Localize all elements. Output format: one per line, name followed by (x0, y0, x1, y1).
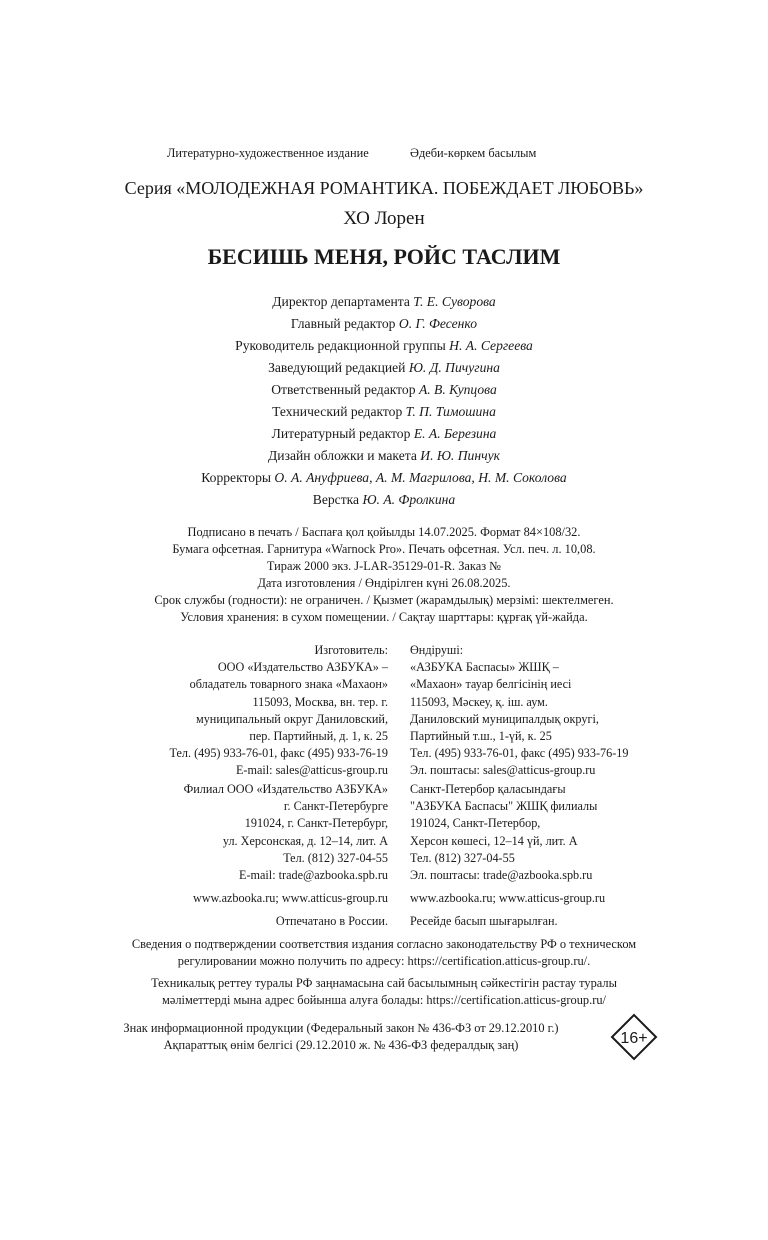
manufacturer-ru-line: муниципальный округ Даниловский, (196, 711, 388, 726)
series-line: Серия «МОЛОДЕЖНАЯ РОМАНТИКА. ПОБЕЖДАЕТ ЛЮБОВЬ» (124, 178, 644, 198)
printed-ru (110, 913, 388, 930)
manufacturer-ru-line: обладатель товарного знака «Махаон» (189, 677, 388, 692)
manufacturer-ru-line: ООО «Издательство АЗБУКА» – (217, 660, 388, 675)
manufacturer-kz-line: Өндіруші: (410, 643, 464, 657)
printed-in-text: Отпечатано в России. (275, 914, 388, 928)
staff-role: Руководитель редакционной группы (235, 338, 446, 353)
branch-ru-line: E-mail: trade@azbooka.spb.ru (239, 868, 388, 883)
staff-name: Ю. А. Фролкина (362, 492, 456, 507)
branch-kz-line: "АЗБУКА Баспасы" ЖШҚ филиалы (410, 799, 598, 814)
website-links: www.azbooka.ru; www.atticus-group.ru (192, 891, 388, 905)
manufacturer-kz-line: «АЗБУКА Баспасы» ЖШҚ – (410, 660, 559, 675)
manufacturer-ru-line: 115093, Москва, вн. тер. г. (252, 694, 388, 709)
print-info-line: Условия хранения: в сухом помещении. / Сақтау шарттары: құрғақ үй-жайда. (180, 609, 588, 624)
manufacturer-kz-line: Даниловский муниципалдық округі, (410, 711, 599, 726)
branch-kz-line: Тел. (812) 327-04-55 (410, 850, 515, 865)
manufacturer-ru-line: E-mail: sales@atticus-group.ru (235, 763, 388, 778)
printed-in-text: Ресейде басып шығарылған. (410, 914, 558, 928)
print-info (0, 524, 768, 625)
certification-line: мәліметтерді мына адрес бойынша алуға болады: https://certification.atticus-group.ru/ (161, 992, 606, 1007)
branch-kz-line: Херсон көшесі, 12–14 үй, лит. А (410, 833, 578, 848)
manufacturer-ru-line: Тел. (495) 933-76-01, факс (495) 933-76-19 (169, 746, 388, 761)
certification-ru (0, 936, 768, 970)
info-sign-text (80, 1020, 602, 1054)
manufacturer-kz-line: Тел. (495) 933-76-01, факс (495) 933-76-19 (410, 746, 629, 761)
manufacturer-ru-line: Изготовитель: (314, 643, 388, 657)
staff-name: Е. А. Березина (413, 426, 497, 441)
branch-ru-line: Тел. (812) 327-04-55 (283, 850, 388, 865)
websites-kz (410, 890, 710, 907)
manufacturer-kz-line: «Махаон» тауар белгісінің иесі (410, 677, 572, 692)
staff-line (0, 423, 768, 445)
staff-line (0, 291, 768, 313)
staff-name: А. В. Купцова (418, 382, 497, 397)
age-rating-label: 16+ (620, 1030, 648, 1047)
staff-line (0, 335, 768, 357)
branch-ru-line: Филиал ООО «Издательство АЗБУКА» (183, 782, 388, 796)
print-info-line: Срок службы (годности): не ограничен. / Қызмет (жарамдылық) мерзімі: шектелмеген. (154, 592, 614, 607)
info-sign-line: Знак информационной продукции (Федеральный закон № 436-ФЗ от 29.12.2010 г.) (123, 1021, 559, 1035)
websites-ru (110, 890, 388, 907)
age-rating-badge (610, 1013, 658, 1061)
print-info-line: Дата изготовления / Өндірілген күні 26.08.2025. (257, 575, 511, 590)
branch-kz (410, 781, 710, 884)
edition-label-ru: Литературно-художественное издание (167, 146, 369, 160)
staff-name: Т. П. Тимошина (405, 404, 496, 419)
staff-name: Ю. Д. Пичугина (408, 360, 500, 375)
branch-ru (110, 781, 388, 884)
certification-kz (0, 975, 768, 1009)
staff-name: О. А. Ануфриева, А. М. Магрилова, Н. М. Соколова (274, 470, 567, 485)
staff-role: Заведующий редакцией (268, 360, 406, 375)
branch-kz-line: 191024, Санкт-Петербор, (410, 816, 541, 831)
staff-name: Т. Е. Суворова (413, 294, 496, 309)
staff-name: Н. А. Сергеева (449, 338, 533, 353)
branch-ru-line: ул. Херсонская, д. 12–14, лит. А (222, 833, 388, 848)
staff-role: Дизайн обложки и макета (268, 448, 417, 463)
print-info-line: Подписано в печать / Баспаға қол қойылды 14.07.2025. Формат 84×108/32. (187, 525, 581, 539)
edition-label-kz: Әдеби-көркем басылым (410, 146, 537, 160)
certification-line: Сведения о подтверждении соответствия издания согласно законодательству РФ о техническом (131, 937, 637, 951)
staff-line (0, 401, 768, 423)
staff-line (0, 445, 768, 467)
author-name: ХО Лорен (343, 208, 425, 229)
manufacturer-kz-line: 115093, Мәскеу, қ. іш. аум. (410, 694, 548, 709)
staff-role: Верстка (312, 492, 360, 507)
manufacturer-kz-line: Эл. поштасы: sales@atticus-group.ru (410, 763, 596, 778)
staff-role: Директор департамента (272, 294, 410, 309)
website-links: www.azbooka.ru; www.atticus-group.ru (410, 891, 606, 905)
branch-ru-line: 191024, г. Санкт-Петербург, (244, 816, 388, 831)
staff-role: Ответственный редактор (271, 382, 416, 397)
staff-line (0, 467, 768, 489)
branch-kz-line: Санкт-Петербор қаласындағы (410, 782, 566, 796)
staff-line (0, 357, 768, 379)
printed-kz (410, 913, 710, 930)
print-info-line: Бумага офсетная. Гарнитура «Warnock Pro». Печать офсетная. Усл. печ. л. 10,08. (172, 541, 596, 556)
book-title: БЕСИШЬ МЕНЯ, РОЙС ТАСЛИМ (207, 244, 561, 269)
print-info-line: Тираж 2000 экз. J-LAR-35129-01-R. Заказ № (266, 558, 502, 573)
staff-name: О. Г. Фесенко (398, 316, 478, 331)
staff-name: И. Ю. Пинчук (420, 448, 500, 463)
staff-line (0, 379, 768, 401)
staff-role: Корректоры (201, 470, 271, 485)
staff-role: Технический редактор (272, 404, 403, 419)
certification-line: Техникалық реттеу туралы РФ заңнамасына сай басылымның сәйкестігін растау туралы (151, 976, 617, 990)
manufacturer-ru-line: пер. Партийный, д. 1, к. 25 (249, 729, 388, 744)
staff-role: Главный редактор (290, 316, 396, 331)
info-sign-line: Ақпараттық өнім белгісі (29.12.2010 ж. № 436-ФЗ федералдық заң) (163, 1037, 519, 1052)
certification-line: регулировании можно получить по адресу: https://certification.atticus-group.ru/. (177, 953, 591, 968)
staff-line (0, 489, 768, 511)
branch-kz-line: Эл. поштасы: trade@azbooka.spb.ru (410, 868, 593, 883)
manufacturer-kz (410, 642, 710, 780)
staff-credits (0, 291, 768, 511)
manufacturer-ru (110, 642, 388, 780)
staff-line (0, 313, 768, 335)
staff-role: Литературный редактор (271, 426, 411, 441)
branch-ru-line: г. Санкт-Петербурге (283, 799, 388, 814)
manufacturer-kz-line: Партийный т.ш., 1-үй, к. 25 (410, 729, 552, 744)
